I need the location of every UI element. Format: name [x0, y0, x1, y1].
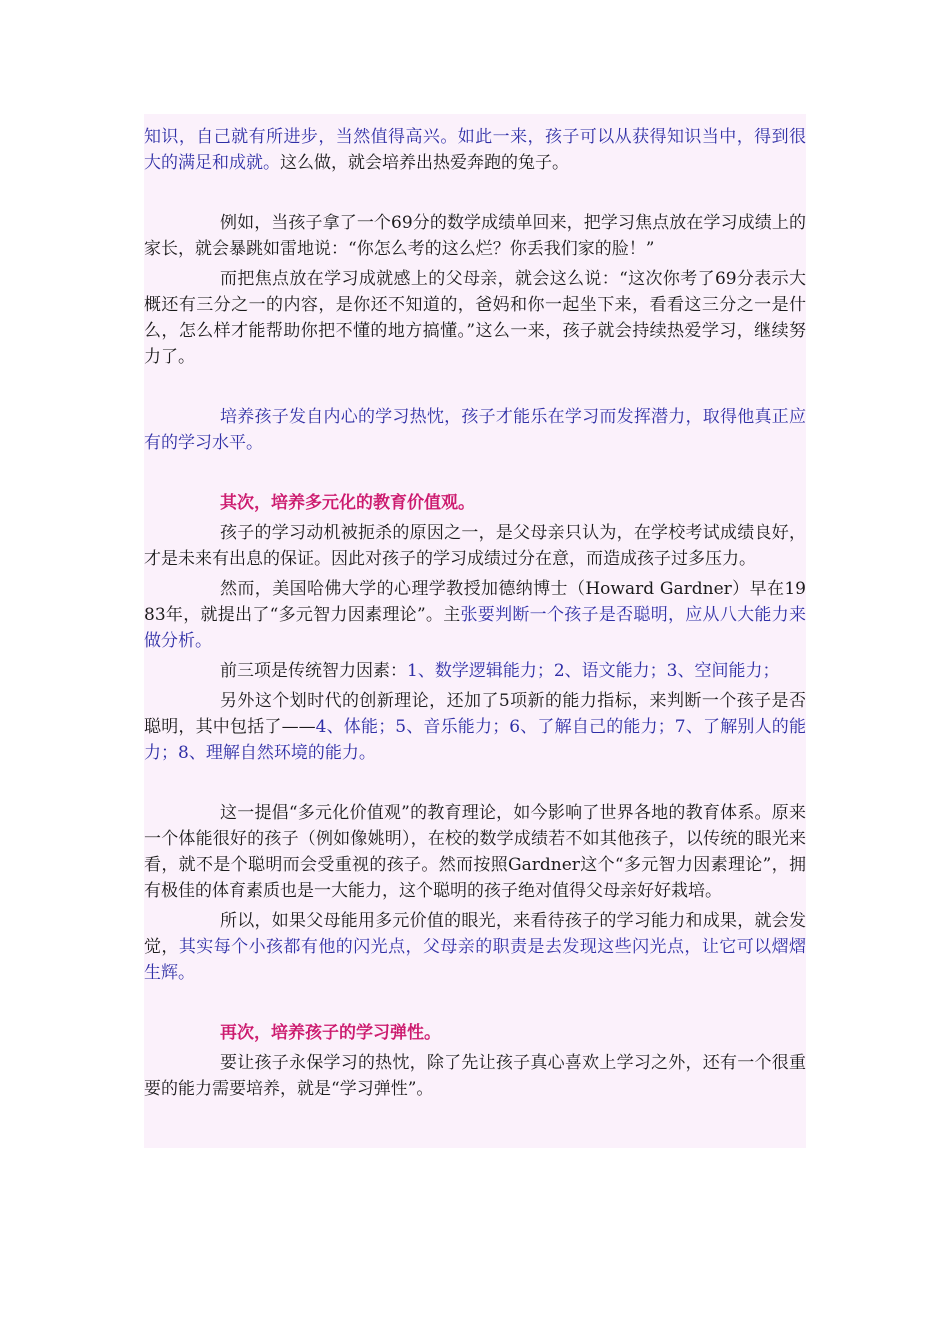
paragraph-2: 例如，当孩子拿了一个69分的数学成绩单回来，把学习焦点放在学习成绩上的家长，就会暴跳如雷地说：“你怎么考的这么烂？你丢我们家的脸！”: [144, 213, 806, 259]
paragraph-5: 孩子的学习动机被扼杀的原因之一，是父母亲只认为，在学校考试成绩良好，才是未来有出息的保证。因此对孩子的学习成绩过分在意，而造成孩子过多压力。: [144, 523, 806, 569]
section-heading-1: 其次，培养多元化的教育价值观。: [220, 493, 475, 513]
paragraph-10-text: 所以，如果父母能用多元价值的眼光，来看待孩子的学习能力和成果，就会发觉，: [144, 911, 806, 957]
paragraph-6-text: 然而，美国哈佛大学的心理学教授加德纳博士（Howard Gardner）早在1983年，就提出了“多元智力因素理论”。主: [144, 579, 806, 625]
paragraph-1: [144, 124, 806, 176]
document-body: [144, 114, 806, 1148]
paragraph-8: [144, 688, 806, 766]
paragraph-1-highlight: 知识，自己就有所进步，当然值得高兴。如此一来，孩子可以从获得知识当中，得到很大的满足和成就。: [144, 127, 806, 173]
paragraph-10: [144, 908, 806, 986]
section-heading-2: 再次，培养孩子的学习弹性。: [220, 1023, 441, 1043]
paragraph-9: 这一提倡“多元化价值观”的教育理论，如今影响了世界各地的教育体系。原来一个体能很好的孩子（例如像姚明），在校的数学成绩若不如其他孩子，以传统的眼光来看，就不是个聪明而会受重视的孩子。然而按照Gardner这个“多元智力因素理论”，拥有极佳的体育素质也是一大能力，这个聪明的孩子绝对值得父母亲好好栽培。: [144, 803, 806, 901]
paragraph-6: [144, 576, 806, 654]
paragraph-6-highlight: 张要判断一个孩子是否聪明，应从八大能力来做分析。: [144, 605, 807, 651]
paragraph-10-highlight: 其实每个小孩都有他的闪光点，父母亲的职责是去发现这些闪光点，让它可以熠熠生辉。: [144, 937, 807, 983]
paragraph-8-text: 另外这个划时代的创新理论，还加了5项新的能力指标，来判断一个孩子是否聪明，其中包括了——: [144, 691, 806, 737]
paragraph-7-text: 前三项是传统智力因素：: [220, 661, 407, 681]
paragraph-7-highlight: 1、数学逻辑能力；2、语文能力；3、空间能力；: [407, 661, 780, 681]
paragraph-4: 培养孩子发自内心的学习热忱，孩子才能乐在学习而发挥潜力，取得他真正应有的学习水平。: [144, 407, 806, 453]
paragraph-7: [144, 658, 806, 684]
paragraph-3: 而把焦点放在学习成就感上的父母亲，就会这么说：“这次你考了69分表示大概还有三分之一的内容，是你还不知道的，爸妈和你一起坐下来，看看这三分之一是什么，怎么样才能帮助你把不懂的地方搞懂。”这么一来，孩子就会持续热爱学习，继续努力了。: [144, 269, 806, 367]
paragraph-8-highlight: 4、体能；5、音乐能力；6、了解自己的能力；7、了解别人的能力；8、理解自然环境的能力。: [144, 717, 807, 763]
paragraph-11: 要让孩子永保学习的热忱，除了先让孩子真心喜欢上学习之外，还有一个很重要的能力需要培养，就是“学习弹性”。: [144, 1053, 806, 1099]
paragraph-1-text: 这么做，就会培养出热爱奔跑的兔子。: [280, 153, 569, 173]
